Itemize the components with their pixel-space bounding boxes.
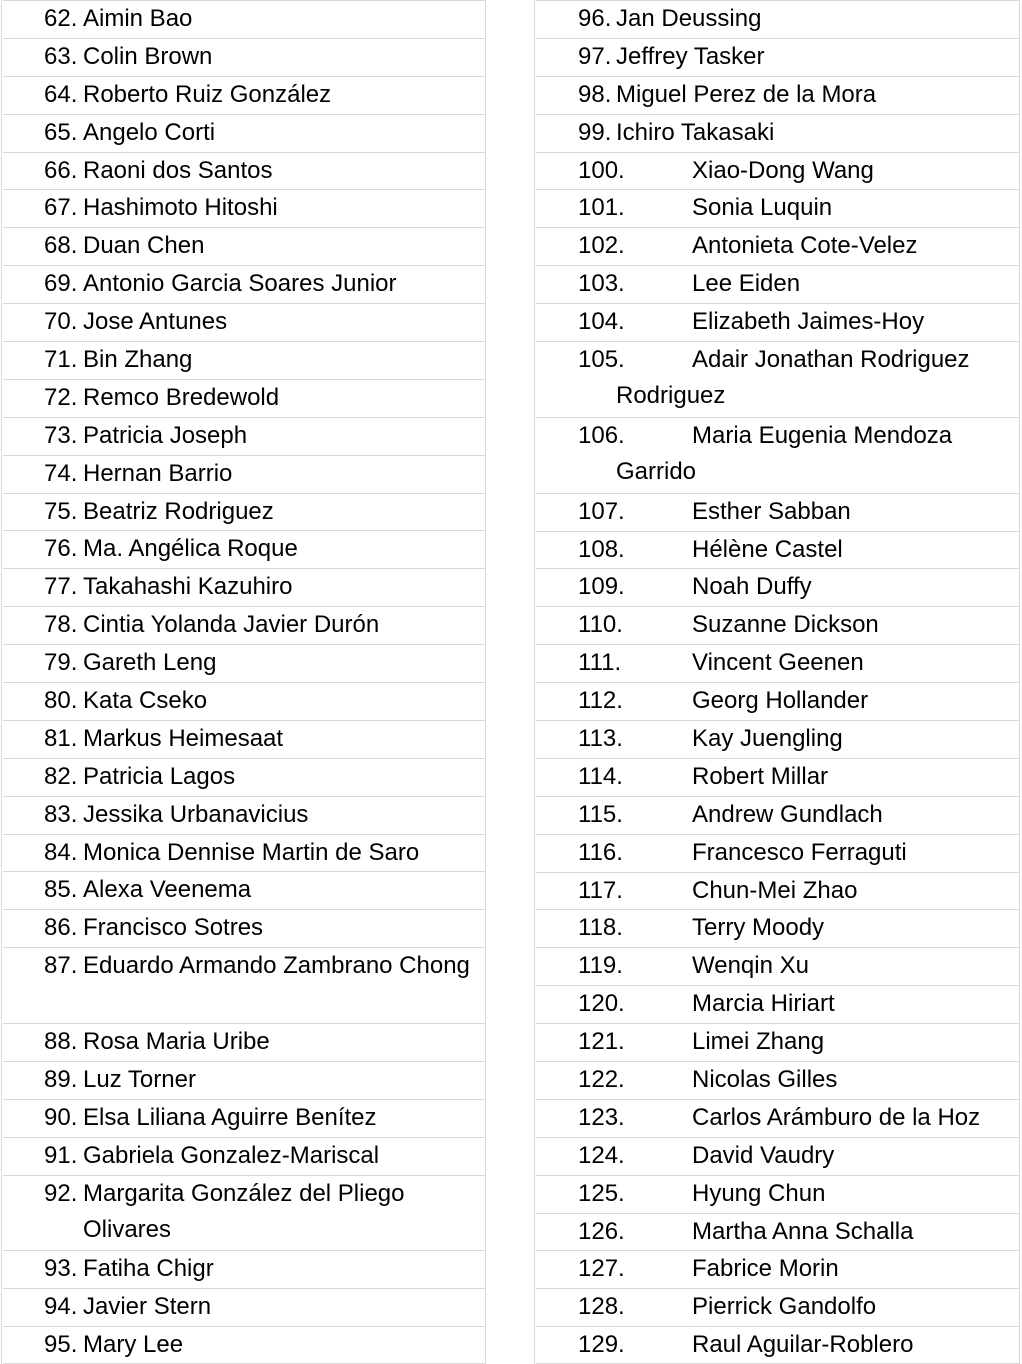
item-name: Limei Zhang [692, 1028, 825, 1056]
item-number: 111. [578, 649, 622, 677]
list-item [536, 985, 1020, 1023]
item-number: 69. [44, 270, 78, 298]
list-item [3, 493, 486, 531]
list-item [536, 909, 1020, 947]
item-number: 63. [44, 42, 78, 70]
item-name: Aimin Bao [83, 5, 193, 32]
item-number: 89. [44, 1065, 78, 1093]
item-name: Marcia Hiriart [692, 990, 835, 1018]
item-number: 103. [578, 270, 625, 298]
item-name: Javier Stern [83, 1293, 212, 1321]
item-number: 79. [44, 649, 78, 677]
item-number: 93. [44, 1255, 78, 1283]
item-number: 67. [44, 194, 78, 222]
item-number: 73. [44, 421, 78, 449]
list-item [3, 455, 486, 493]
item-name: Fatiha Chigr [83, 1255, 214, 1283]
list-item [3, 568, 486, 606]
item-number: 78. [44, 611, 78, 639]
item-number: 110. [578, 611, 623, 639]
list-item [536, 1326, 1020, 1364]
list-item [536, 417, 1020, 493]
item-name: Gabriela Gonzalez-Mariscal [83, 1141, 380, 1169]
item-number: 72. [44, 383, 78, 411]
item-name: Hashimoto Hitoshi [83, 194, 278, 222]
item-number: 114. [578, 762, 623, 790]
list-item [536, 1288, 1020, 1326]
item-number: 90. [44, 1103, 78, 1131]
item-number: 84. [44, 838, 78, 866]
item-name: Jeffrey Tasker [616, 42, 765, 70]
item-name: Carlos Arámburo de la Hoz [692, 1103, 981, 1131]
list-item [536, 644, 1020, 682]
item-number: 107. [578, 497, 625, 525]
item-name: Raoni dos Santos [83, 156, 273, 184]
item-number: 126. [578, 1217, 625, 1245]
list-item [536, 834, 1020, 872]
item-number: 74. [44, 459, 78, 487]
list-item [3, 303, 486, 341]
list-item [536, 0, 1020, 38]
item-number: 108. [578, 535, 625, 563]
item-name: Francisco Sotres [83, 914, 264, 942]
list-item [536, 76, 1020, 114]
list-item [536, 531, 1020, 569]
item-number: 100. [578, 156, 625, 184]
item-name: Nicolas Gilles [692, 1065, 838, 1093]
list-item [3, 530, 486, 568]
list-item [536, 796, 1020, 834]
item-name: Ichiro Takasaki [616, 118, 775, 146]
item-number: 98. [578, 80, 612, 108]
item-number: 124. [578, 1141, 625, 1169]
list-item [536, 606, 1020, 644]
item-number: 87. [44, 952, 78, 980]
item-name: Fabrice Morin [692, 1255, 839, 1283]
list-item [3, 152, 486, 190]
item-number: 96. [578, 5, 612, 32]
item-number: 129. [578, 1331, 625, 1359]
list-item [536, 1213, 1020, 1251]
item-name: Chun-Mei Zhao [692, 876, 858, 904]
list-item [3, 38, 486, 76]
list-item [3, 417, 486, 455]
item-name: Kata Cseko [83, 687, 208, 715]
list-item [3, 114, 486, 152]
list-item [3, 379, 486, 417]
list-item [536, 682, 1020, 720]
item-number: 77. [44, 573, 78, 601]
left-name-list [3, 0, 486, 1364]
list-item [3, 1061, 486, 1099]
list-item [536, 568, 1020, 606]
item-name: Takahashi Kazuhiro [83, 573, 293, 601]
item-name: Miguel Perez de la Mora [616, 80, 877, 108]
list-item [3, 644, 486, 682]
item-number: 70. [44, 308, 78, 336]
item-name: Duan Chen [83, 232, 205, 260]
list-item [3, 1099, 486, 1137]
item-name: Esther Sabban [692, 497, 851, 525]
item-name: Suzanne Dickson [692, 611, 879, 639]
item-name: Remco Bredewold [83, 383, 280, 411]
item-number: 81. [44, 724, 78, 752]
list-item [536, 758, 1020, 796]
item-name: Sonia Luquin [692, 194, 833, 222]
list-item [3, 796, 486, 834]
item-number: 121. [578, 1028, 625, 1056]
list-item [3, 871, 486, 909]
list-item [3, 1326, 486, 1364]
list-item [536, 1175, 1020, 1213]
list-item [536, 720, 1020, 758]
item-number: 97. [578, 42, 612, 70]
item-number: 71. [44, 346, 78, 374]
item-name: Wenqin Xu [692, 952, 809, 980]
item-name: Pierrick Gandolfo [692, 1293, 877, 1321]
item-name: Hernan Barrio [83, 459, 233, 487]
item-name: Lee Eiden [692, 270, 801, 298]
item-name: Margarita González del Pliego Olivares [83, 1179, 405, 1243]
item-name: Raul Aguilar-Roblero [692, 1331, 914, 1359]
item-number: 118. [578, 914, 623, 942]
list-item [536, 872, 1020, 910]
list-item [536, 493, 1020, 531]
list-item [536, 303, 1020, 341]
item-name: Robert Millar [692, 762, 829, 790]
list-item [536, 189, 1020, 227]
list-item [3, 1288, 486, 1326]
list-item [3, 1250, 486, 1288]
list-item [536, 947, 1020, 985]
item-number: 91. [44, 1141, 78, 1169]
list-item [536, 227, 1020, 265]
item-number: 99. [578, 118, 612, 146]
list-item [536, 1099, 1020, 1137]
item-number: 123. [578, 1103, 625, 1131]
list-item [3, 606, 486, 644]
item-number: 117. [578, 876, 623, 904]
item-number: 109. [578, 573, 625, 601]
item-name: Noah Duffy [692, 573, 812, 601]
item-number: 80. [44, 687, 78, 715]
item-name: Terry Moody [692, 914, 825, 942]
list-item [3, 76, 486, 114]
item-name: Alexa Veenema [83, 876, 252, 904]
item-number: 102. [578, 232, 625, 260]
item-number: 75. [44, 497, 78, 525]
item-number: 64. [44, 80, 78, 108]
list-item [3, 227, 486, 265]
list-item [3, 265, 486, 303]
item-name: Francesco Ferraguti [692, 838, 907, 866]
item-name: Beatriz Rodriguez [83, 497, 274, 525]
item-name: Adair Jonathan Rodriguez Rodriguez [616, 346, 970, 410]
item-name: Antonio Garcia Soares Junior [83, 270, 397, 298]
item-number: 122. [578, 1065, 625, 1093]
list-item [3, 720, 486, 758]
list-item [3, 1175, 486, 1251]
list-item [536, 265, 1020, 303]
item-name: Kay Juengling [692, 724, 843, 752]
item-name: Markus Heimesaat [83, 724, 284, 752]
item-name: Gareth Leng [83, 649, 217, 677]
list-item [536, 341, 1020, 417]
item-number: 66. [44, 156, 78, 184]
list-item [3, 947, 486, 1023]
item-name: Patricia Joseph [83, 421, 248, 449]
list-item [536, 114, 1020, 152]
item-number: 128. [578, 1293, 625, 1321]
item-number: 85. [44, 876, 78, 904]
item-name: Jan Deussing [616, 5, 762, 32]
item-number: 119. [578, 952, 623, 980]
item-name: Xiao-Dong Wang [692, 156, 874, 184]
item-number: 115. [578, 800, 623, 828]
item-name: Antonieta Cote-Velez [692, 232, 918, 260]
right-name-list [536, 0, 1020, 1364]
list-item [536, 38, 1020, 76]
item-name: Colin Brown [83, 42, 213, 70]
item-number: 113. [578, 724, 623, 752]
item-name: Elsa Liliana Aguirre Benítez [83, 1103, 377, 1131]
list-item [3, 909, 486, 947]
item-name: Patricia Lagos [83, 762, 236, 790]
item-name: Mary Lee [83, 1331, 184, 1359]
item-number: 65. [44, 118, 78, 146]
item-number: 82. [44, 762, 78, 790]
item-name: Ma. Angélica Roque [83, 535, 298, 563]
item-number: 95. [44, 1331, 78, 1359]
list-item [3, 1023, 486, 1061]
item-number: 68. [44, 232, 78, 260]
item-number: 83. [44, 800, 78, 828]
item-number: 76. [44, 535, 78, 563]
item-name: Luz Torner [83, 1065, 196, 1093]
item-name: Maria Eugenia Mendoza Garrido [616, 421, 953, 485]
item-name: David Vaudry [692, 1141, 835, 1169]
item-name: Eduardo Armando Zambrano Chong [83, 952, 470, 980]
item-name: Hyung Chun [692, 1179, 826, 1207]
list-item [3, 758, 486, 796]
item-name: Jose Antunes [83, 308, 228, 336]
item-name: Hélène Castel [692, 535, 843, 563]
item-number: 106. [578, 421, 625, 449]
item-name: Martha Anna Schalla [692, 1217, 914, 1245]
list-item [3, 834, 486, 872]
item-number: 116. [578, 838, 623, 866]
item-name: Jessika Urbanavicius [83, 800, 309, 828]
item-number: 86. [44, 914, 78, 942]
item-name: Vincent Geenen [692, 649, 864, 677]
list-item [536, 1061, 1020, 1099]
item-number: 105. [578, 346, 625, 374]
item-name: Andrew Gundlach [692, 800, 883, 828]
item-name: Angelo Corti [83, 118, 216, 146]
item-name: Georg Hollander [692, 687, 869, 715]
item-name: Monica Dennise Martin de Saro [83, 838, 420, 866]
list-item [3, 341, 486, 379]
item-number: 120. [578, 990, 625, 1018]
list-item [536, 1250, 1020, 1288]
item-number: 104. [578, 308, 625, 336]
list-item [3, 0, 486, 38]
list-item [536, 152, 1020, 190]
list-item [3, 682, 486, 720]
item-number: 112. [578, 687, 623, 715]
item-name: Bin Zhang [83, 346, 193, 374]
item-name: Rosa Maria Uribe [83, 1028, 270, 1056]
item-number: 92. [44, 1179, 78, 1207]
item-number: 101. [578, 194, 625, 222]
item-name: Roberto Ruiz González [83, 80, 332, 108]
list-item [3, 189, 486, 227]
item-number: 88. [44, 1028, 78, 1056]
item-number: 94. [44, 1293, 78, 1321]
item-number: 125. [578, 1179, 625, 1207]
list-item [3, 1137, 486, 1175]
item-name: Cintia Yolanda Javier Durón [83, 611, 380, 639]
item-number: 127. [578, 1255, 625, 1283]
list-item [536, 1023, 1020, 1061]
item-name: Elizabeth Jaimes-Hoy [692, 308, 925, 336]
list-item [536, 1137, 1020, 1175]
item-number: 62. [44, 5, 78, 32]
